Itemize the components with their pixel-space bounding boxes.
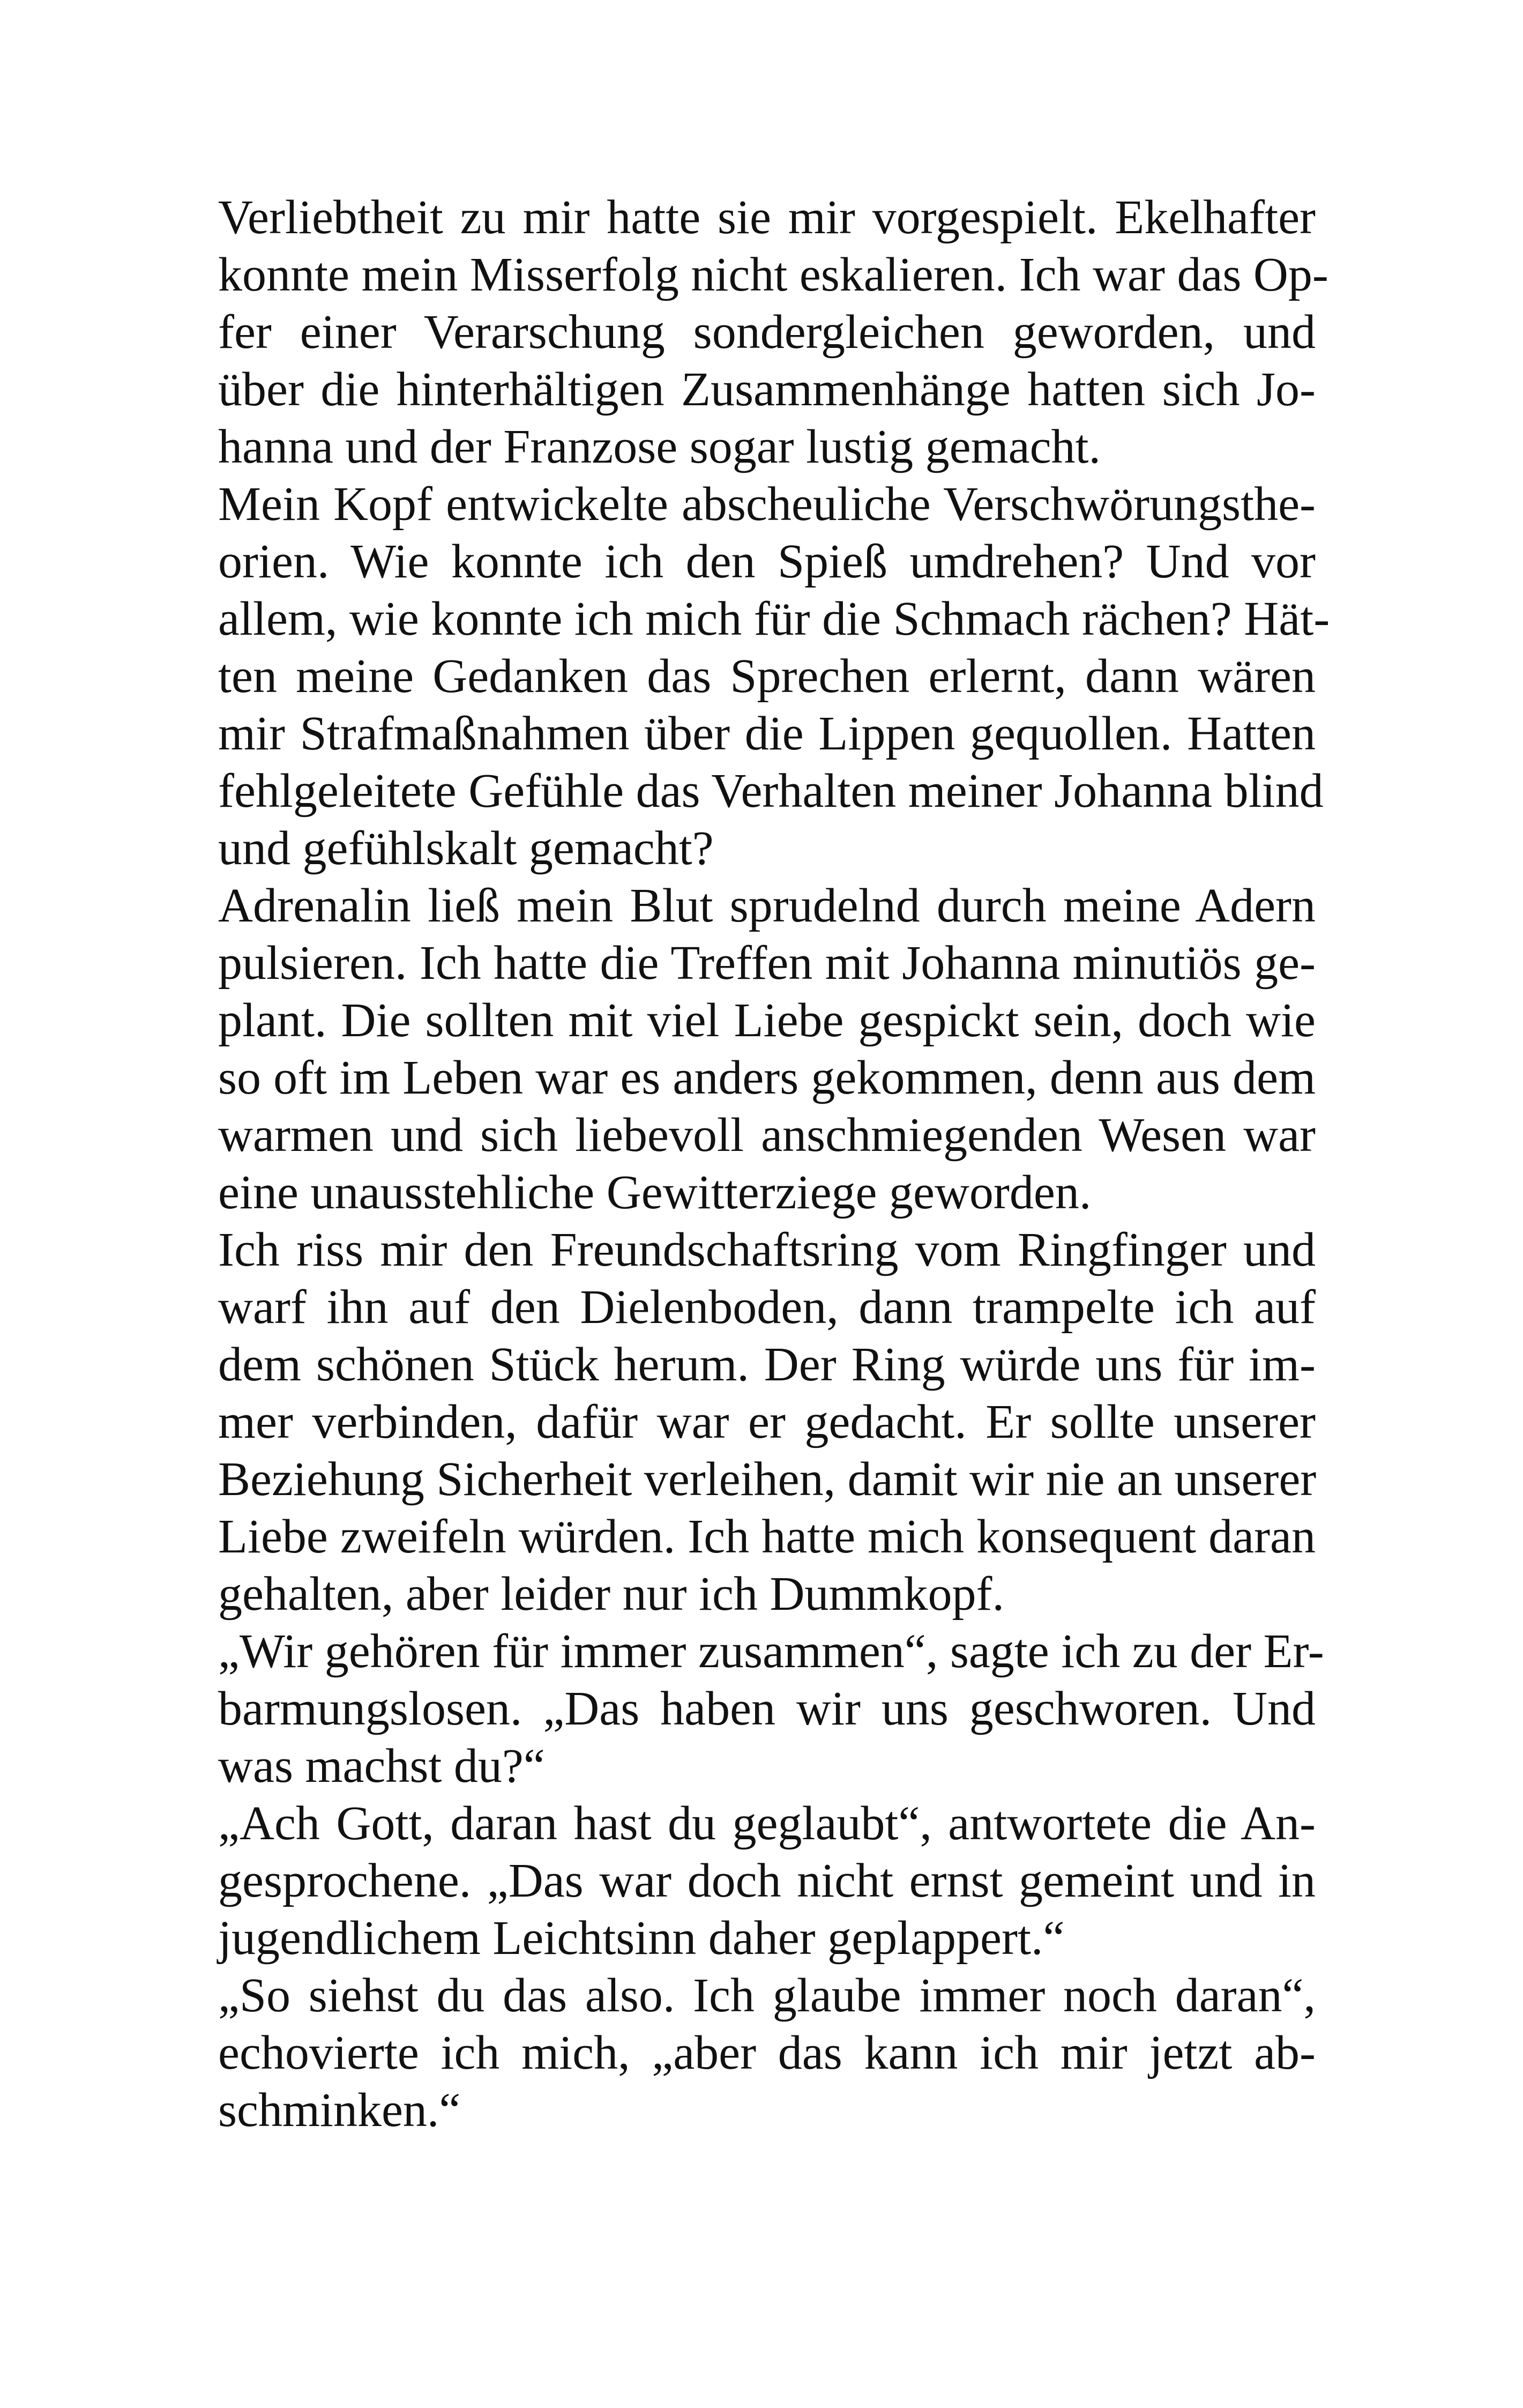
text-line: „Ach Gott, daran hast du geglaubt“, antwortete die An- (218, 1797, 1316, 1850)
text-line: pulsieren. Ich hatte die Treffen mit Johanna minutiös ge- (218, 937, 1316, 990)
paragraph-7 (218, 1967, 1316, 2139)
text-line: plant. Die sollten mit viel Liebe gespickt sein, doch wie (218, 994, 1316, 1047)
text-line: fer einer Verarschung sondergleichen geworden, und (218, 306, 1316, 359)
paragraph-6 (218, 1795, 1316, 1967)
paragraph-2 (218, 475, 1330, 877)
text-line: gehalten, aber leider nur ich Dummkopf. (218, 1567, 1004, 1621)
paragraph-4 (218, 1221, 1316, 1623)
text-line: gesprochene. „Das war doch nicht ernst gemeint und in (218, 1854, 1316, 1907)
text-line: jugendlichem Leichtsinn daher geplappert.“ (218, 1912, 1065, 1965)
text-line: was machst du?“ (218, 1740, 545, 1793)
paragraph-1 (218, 189, 1328, 475)
text-line: und gefühlskalt gemacht? (218, 822, 714, 875)
text-line: warf ihn auf den Dielenboden, dann trampelte ich auf (218, 1281, 1316, 1334)
text-line: über die hinterhältigen Zusammenhänge hatten sich Jo- (218, 363, 1316, 416)
text-line: barmungslosen. „Das haben wir uns geschworen. Und (218, 1682, 1316, 1735)
text-line: hanna und der Franzose sogar lustig gemacht. (218, 420, 1101, 473)
text-line: so oft im Leben war es anders gekommen, denn aus dem (218, 1051, 1316, 1104)
text-line: fehlgeleitete Gefühle das Verhalten meiner Johanna blind (218, 764, 1324, 817)
text-line: eine unausstehliche Gewitterziege geworden. (218, 1166, 1092, 1219)
paragraph-3 (218, 877, 1316, 1221)
text-line: konnte mein Misserfolg nicht eskalieren. Ich war das Op- (218, 248, 1328, 301)
body-text (218, 189, 1330, 2139)
text-line: Mein Kopf entwickelte abscheuliche Verschwörungsthe- (218, 478, 1316, 531)
text-line: „Wir gehören für immer zusammen“, sagte ich zu der Er- (218, 1625, 1324, 1678)
text-line: allem, wie konnte ich mich für die Schmach rächen? Hät- (218, 592, 1330, 645)
text-line: dem schönen Stück herum. Der Ring würde uns für im- (218, 1338, 1316, 1391)
text-line: warmen und sich liebevoll anschmiegenden Wesen war (218, 1109, 1316, 1162)
text-line: orien. Wie konnte ich den Spieß umdrehen? Und vor (218, 535, 1316, 588)
text-line: Ich riss mir den Freundschaftsring vom Ringfinger und (218, 1223, 1316, 1276)
text-line: mir Strafmaßnahmen über die Lippen gequollen. Hatten (218, 707, 1316, 760)
text-line: Liebe zweifeln würden. Ich hatte mich konsequent daran (218, 1510, 1316, 1563)
text-line: ten meine Gedanken das Sprechen erlernt, dann wären (218, 650, 1316, 703)
text-line: echovierte ich mich, „aber das kann ich mir jetzt ab- (218, 2026, 1316, 2079)
text-line: „So siehst du das also. Ich glaube immer noch daran“, (218, 1969, 1316, 2022)
text-line: Beziehung Sicherheit verleihen, damit wir nie an unserer (218, 1453, 1317, 1506)
text-line: mer verbinden, dafür war er gedacht. Er sollte unserer (218, 1395, 1316, 1448)
paragraph-5 (218, 1623, 1324, 1795)
text-line: Adrenalin ließ mein Blut sprudelnd durch meine Adern (218, 879, 1316, 932)
text-line: Verliebtheit zu mir hatte sie mir vorgespielt. Ekelhafter (218, 191, 1316, 244)
text-line: schminken.“ (218, 2084, 461, 2137)
